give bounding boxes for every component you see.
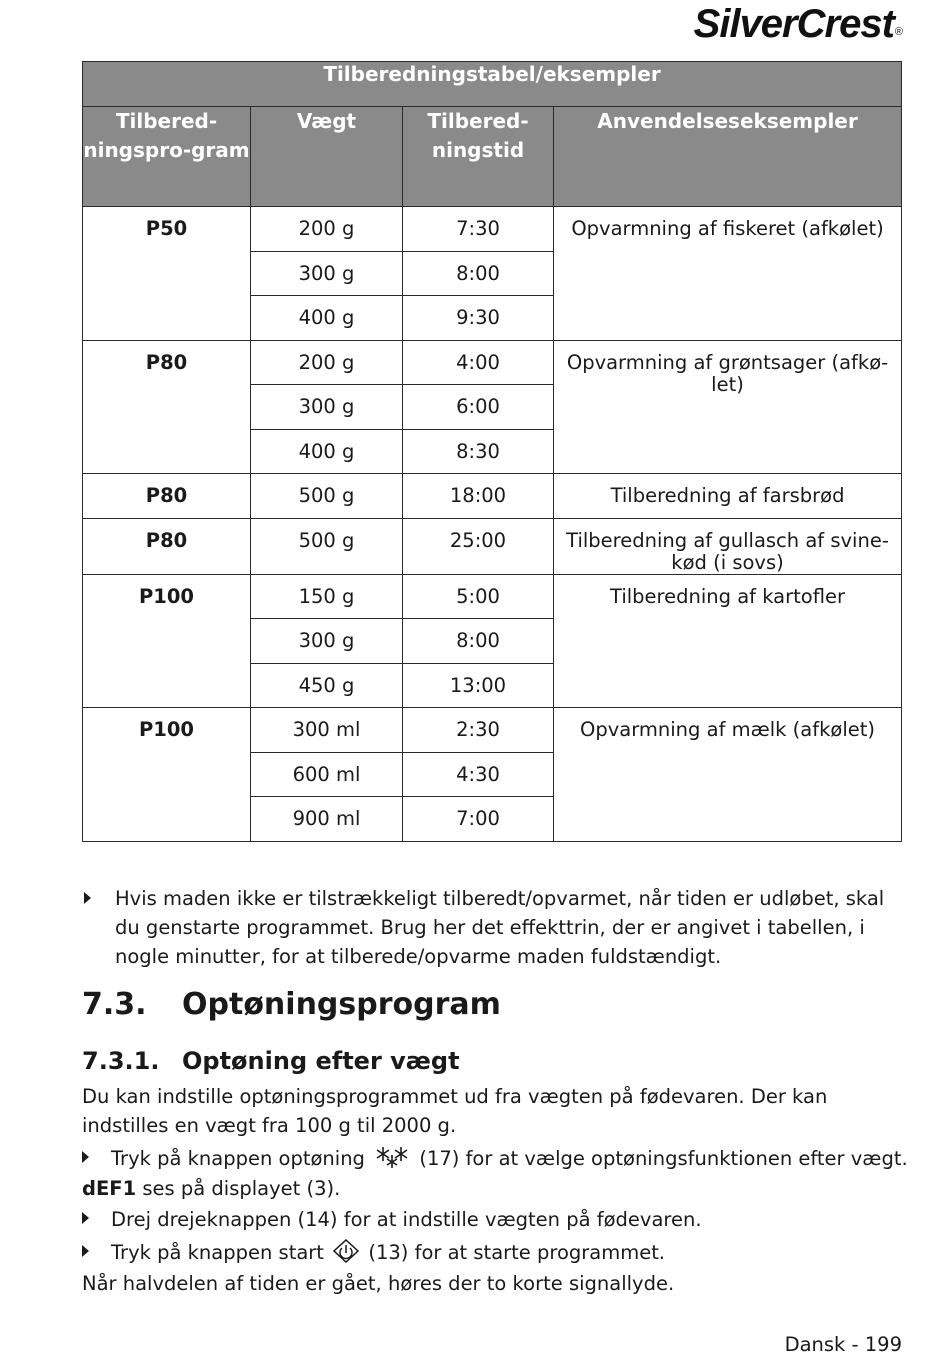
intro-paragraph: Du kan indstille optøningsprogrammet ud fra vægten på fødevaren. Der kan indstilles en vægt fra 100 g til 2000 g. bbox=[82, 1085, 828, 1137]
usage-cell: Tilberedning af gullasch af svine-kød (i sovs) bbox=[554, 518, 902, 574]
time-cell: 4:00 bbox=[403, 340, 554, 385]
step-start-text-after: (13) for at starte programmet. bbox=[368, 1241, 666, 1264]
program-cell: P100 bbox=[83, 574, 251, 708]
weight-cell: 200 g bbox=[251, 207, 403, 252]
closing-paragraph: Når halvdelen af tiden er gået, høres der to korte signallyde. bbox=[82, 1272, 675, 1295]
weight-cell: 150 g bbox=[251, 574, 403, 619]
time-cell: 25:00 bbox=[403, 518, 554, 574]
usage-cell: Opvarmning af fiskeret (afkølet) bbox=[554, 207, 902, 341]
time-cell: 9:30 bbox=[403, 296, 554, 341]
usage-cell: Tilberedning af farsbrød bbox=[554, 474, 902, 519]
arrow-bullet-icon bbox=[82, 1212, 89, 1224]
time-cell: 8:00 bbox=[403, 251, 554, 296]
usage-cell: Opvarmning af grøntsager (afkø-let) bbox=[554, 340, 902, 474]
note-bullet bbox=[82, 884, 912, 971]
weight-cell: 300 g bbox=[251, 251, 403, 296]
arrow-bullet-icon bbox=[82, 1245, 89, 1257]
subsection-number: 7.3.1. bbox=[82, 1047, 160, 1075]
weight-cell: 600 ml bbox=[251, 752, 403, 797]
column-header: Tilbered-ningstid bbox=[403, 107, 554, 207]
section-number: 7.3. bbox=[82, 987, 147, 1022]
weight-cell: 300 ml bbox=[251, 708, 403, 753]
step-knob-text: Drej drejeknappen (14) for at indstille vægten på fødevaren. bbox=[111, 1208, 702, 1231]
time-cell: 8:30 bbox=[403, 429, 554, 474]
table-caption: Tilberedningstabel/eksempler bbox=[83, 62, 902, 107]
table-row bbox=[83, 340, 902, 385]
time-cell: 13:00 bbox=[403, 663, 554, 708]
arrow-bullet-icon bbox=[84, 892, 91, 904]
weight-cell: 200 g bbox=[251, 340, 403, 385]
brand-name: SilverCrest bbox=[693, 2, 894, 46]
page-footer: Dansk - 199 bbox=[784, 1333, 902, 1356]
note-text: Hvis maden ikke er tilstrækkeligt tilberedt/opvarmet, når tiden er udløbet, skal du genstarte programmet. Brug her det effekttrin, der er angivet i tabellen, i nogle minutter, for at tilberede/opvarme maden fuldstændigt. bbox=[115, 887, 885, 968]
time-cell: 18:00 bbox=[403, 474, 554, 519]
time-cell: 8:00 bbox=[403, 619, 554, 664]
program-cell: P50 bbox=[83, 207, 251, 341]
table-row bbox=[83, 518, 902, 574]
start-icon bbox=[333, 1239, 359, 1271]
program-cell: P80 bbox=[83, 474, 251, 519]
column-header: Tilbered-ningspro-gram bbox=[83, 107, 251, 207]
weight-cell: 450 g bbox=[251, 663, 403, 708]
step-defrost-text: Tryk på knappen optøning bbox=[111, 1147, 365, 1170]
time-cell: 7:00 bbox=[403, 797, 554, 842]
table-row bbox=[83, 708, 902, 753]
section-title: Optøningsprogram bbox=[182, 987, 501, 1022]
table-row bbox=[83, 207, 902, 252]
weight-cell: 400 g bbox=[251, 296, 403, 341]
weight-cell: 500 g bbox=[251, 474, 403, 519]
step-start bbox=[82, 1238, 665, 1271]
program-cell: P100 bbox=[83, 708, 251, 842]
time-cell: 2:30 bbox=[403, 708, 554, 753]
step-knob bbox=[82, 1205, 702, 1234]
step-defrost-text-after: (17) for at vælge optøningsfunktionen efter vægt. bbox=[419, 1147, 908, 1170]
weight-cell: 300 g bbox=[251, 385, 403, 430]
weight-cell: 400 g bbox=[251, 429, 403, 474]
step-defrost bbox=[82, 1144, 908, 1177]
program-cell: P80 bbox=[83, 518, 251, 574]
brand-logo bbox=[694, 0, 902, 50]
display-line bbox=[82, 1174, 340, 1203]
weight-cell: 300 g bbox=[251, 619, 403, 664]
time-cell: 7:30 bbox=[403, 207, 554, 252]
column-header: Anvendelseseksempler bbox=[554, 107, 902, 207]
step-start-text: Tryk på knappen start bbox=[111, 1241, 324, 1264]
display-code: dEF1 bbox=[82, 1177, 137, 1200]
arrow-bullet-icon bbox=[82, 1151, 89, 1163]
registered-mark: ® bbox=[894, 26, 902, 38]
table-row bbox=[83, 474, 902, 519]
weight-cell: 900 ml bbox=[251, 797, 403, 842]
program-cell: P80 bbox=[83, 340, 251, 474]
section-heading bbox=[82, 983, 501, 1027]
column-header: Vægt bbox=[251, 107, 403, 207]
cooking-table bbox=[82, 61, 902, 842]
table-row bbox=[83, 574, 902, 619]
display-text: ses på displayet (3). bbox=[142, 1177, 341, 1200]
time-cell: 6:00 bbox=[403, 385, 554, 430]
usage-cell: Tilberedning af kartofler bbox=[554, 574, 902, 708]
time-cell: 5:00 bbox=[403, 574, 554, 619]
weight-cell: 500 g bbox=[251, 518, 403, 574]
subsection-heading bbox=[82, 1044, 460, 1078]
time-cell: 4:30 bbox=[403, 752, 554, 797]
usage-cell: Opvarmning af mælk (afkølet) bbox=[554, 708, 902, 842]
subsection-title: Optøning efter vægt bbox=[182, 1047, 460, 1075]
snowflake-icon bbox=[374, 1145, 410, 1177]
